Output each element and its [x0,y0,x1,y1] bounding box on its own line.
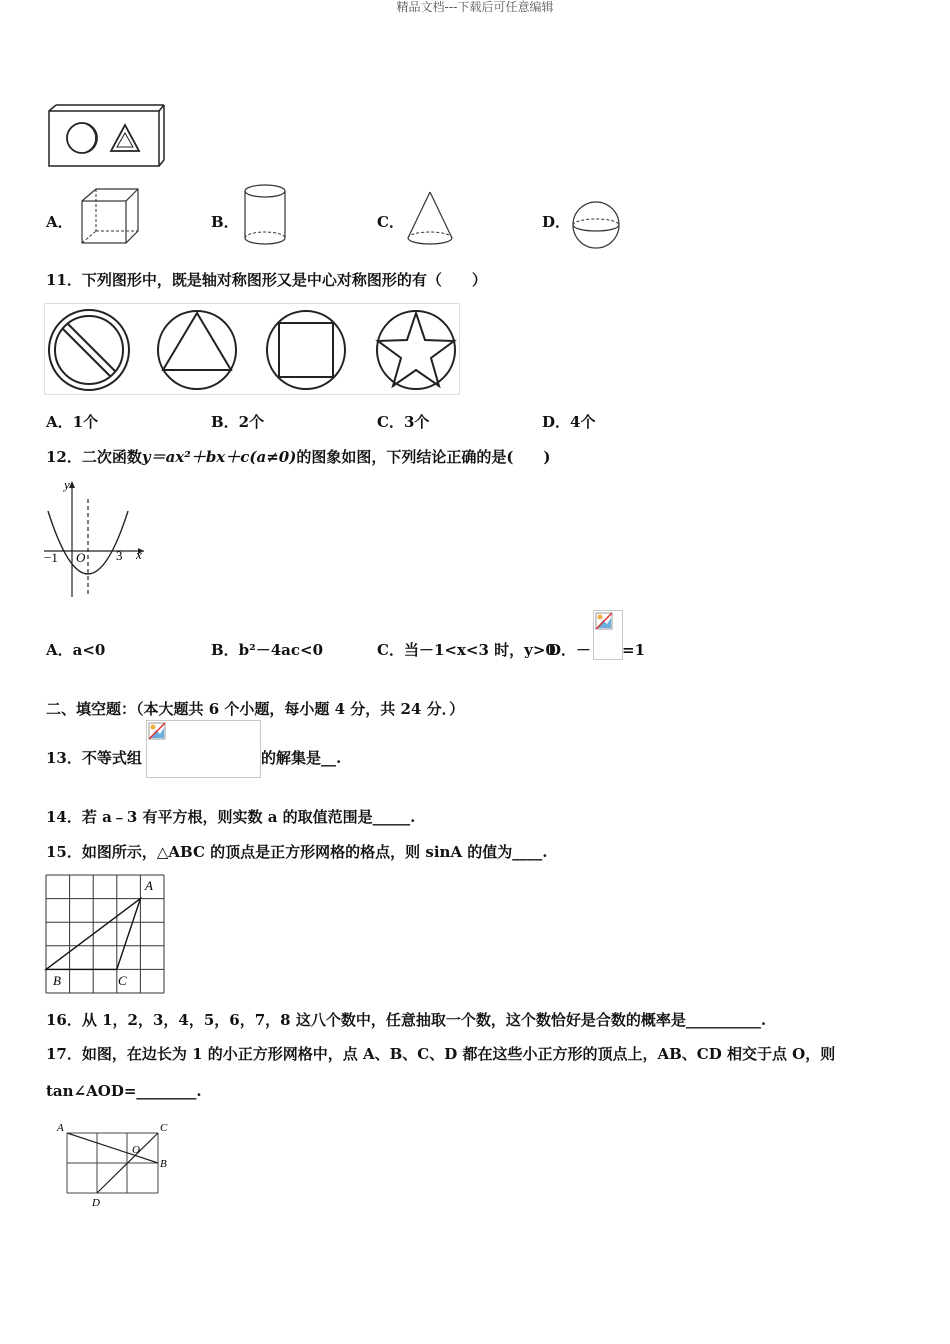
q15-label-c: C [118,973,127,988]
q12-stem-formula: y＝ax²＋bx＋c(a≠0) [141,448,297,466]
q17-label-b: B [160,1158,167,1170]
sphere-icon [571,200,623,250]
cube-icon [80,187,142,247]
q11-option-b: B．2个 [211,413,265,431]
q10-option-b: B． [211,213,239,231]
broken-image-icon [595,612,613,630]
q12-option-a: A．a<0 [46,641,106,659]
q15-label-b: B [53,973,61,988]
q16-text: 16．从 1，2，3，4，5，6，7，8 这八个数中，任意抽取一个数，这个数恰好是合数的概率是__________. [46,1011,767,1029]
q17-label-d: D [92,1197,100,1209]
q12-stem-prefix: 12．二次函数 [46,448,142,466]
q17-line1: 17．如图，在边长为 1 的小正方形网格中，点 A、B、C、D 都在这些小正方形的顶点上，AB、CD 相交于点 O，则 [46,1045,836,1063]
section2-title: 二、填空题：（本大题共 6 个小题，每小题 4 分，共 24 分．） [46,700,465,718]
q17-label-a: A [57,1122,64,1134]
q13-suffix: 的解集是__. [261,749,342,767]
q17-label-o: O [132,1144,140,1156]
graph-neg1-label: −1 [44,550,58,565]
page-header: 精品文档---下载后可任意编辑 [396,0,554,14]
missing-image-placeholder [593,610,623,660]
q15-label-a: A [145,878,153,893]
q14-text: 14．若 a﹣3 有平方根，则实数 a 的取值范围是_____. [46,808,416,826]
cylinder-icon [242,183,288,247]
parabola-graph [40,477,150,602]
q11-option-c: C．3个 [377,413,430,431]
q10-option-d: D． [542,213,571,231]
q15-grid-figure [45,874,167,996]
graph-x-label: x [136,547,142,562]
q17-label-c: C [160,1122,168,1134]
q15-text: 15．如图所示，△ABC 的顶点是正方形网格的格点，则 sinA 的值为____. [46,843,548,861]
q10-option-c: C． [377,213,404,231]
q17-grid-figure [52,1120,174,1210]
q11-stem: 11．下列图形中，既是轴对称图形又是中心对称图形的有（ ） [46,271,487,289]
q12-option-d-suffix: =1 [622,641,646,659]
q10-option-a: A． [46,213,73,231]
missing-image-placeholder [146,720,261,778]
graph-origin-label: O [76,550,86,565]
graph-three-label: 3 [116,548,123,563]
q12-stem-suffix: 的图象如图，下列结论正确的是( ) [296,448,551,466]
three-view-figure [46,103,166,169]
graph-y-label: y [64,477,70,492]
cone-icon [405,190,455,248]
q13-prefix: 13．不等式组 [46,749,142,767]
q12-option-c: C．当－1<x<3 时，y>0 [377,641,556,659]
q17-line2: tan∠AOD=________. [46,1082,202,1100]
q11-option-a: A．1个 [46,413,99,431]
q11-option-d: D．4个 [542,413,596,431]
q11-figures [44,303,460,395]
q12-option-b: B．b²－4ac<0 [211,641,324,659]
broken-image-icon [148,722,166,740]
q12-stem [46,448,551,466]
q12-option-d-prefix: D．－ [548,641,592,659]
